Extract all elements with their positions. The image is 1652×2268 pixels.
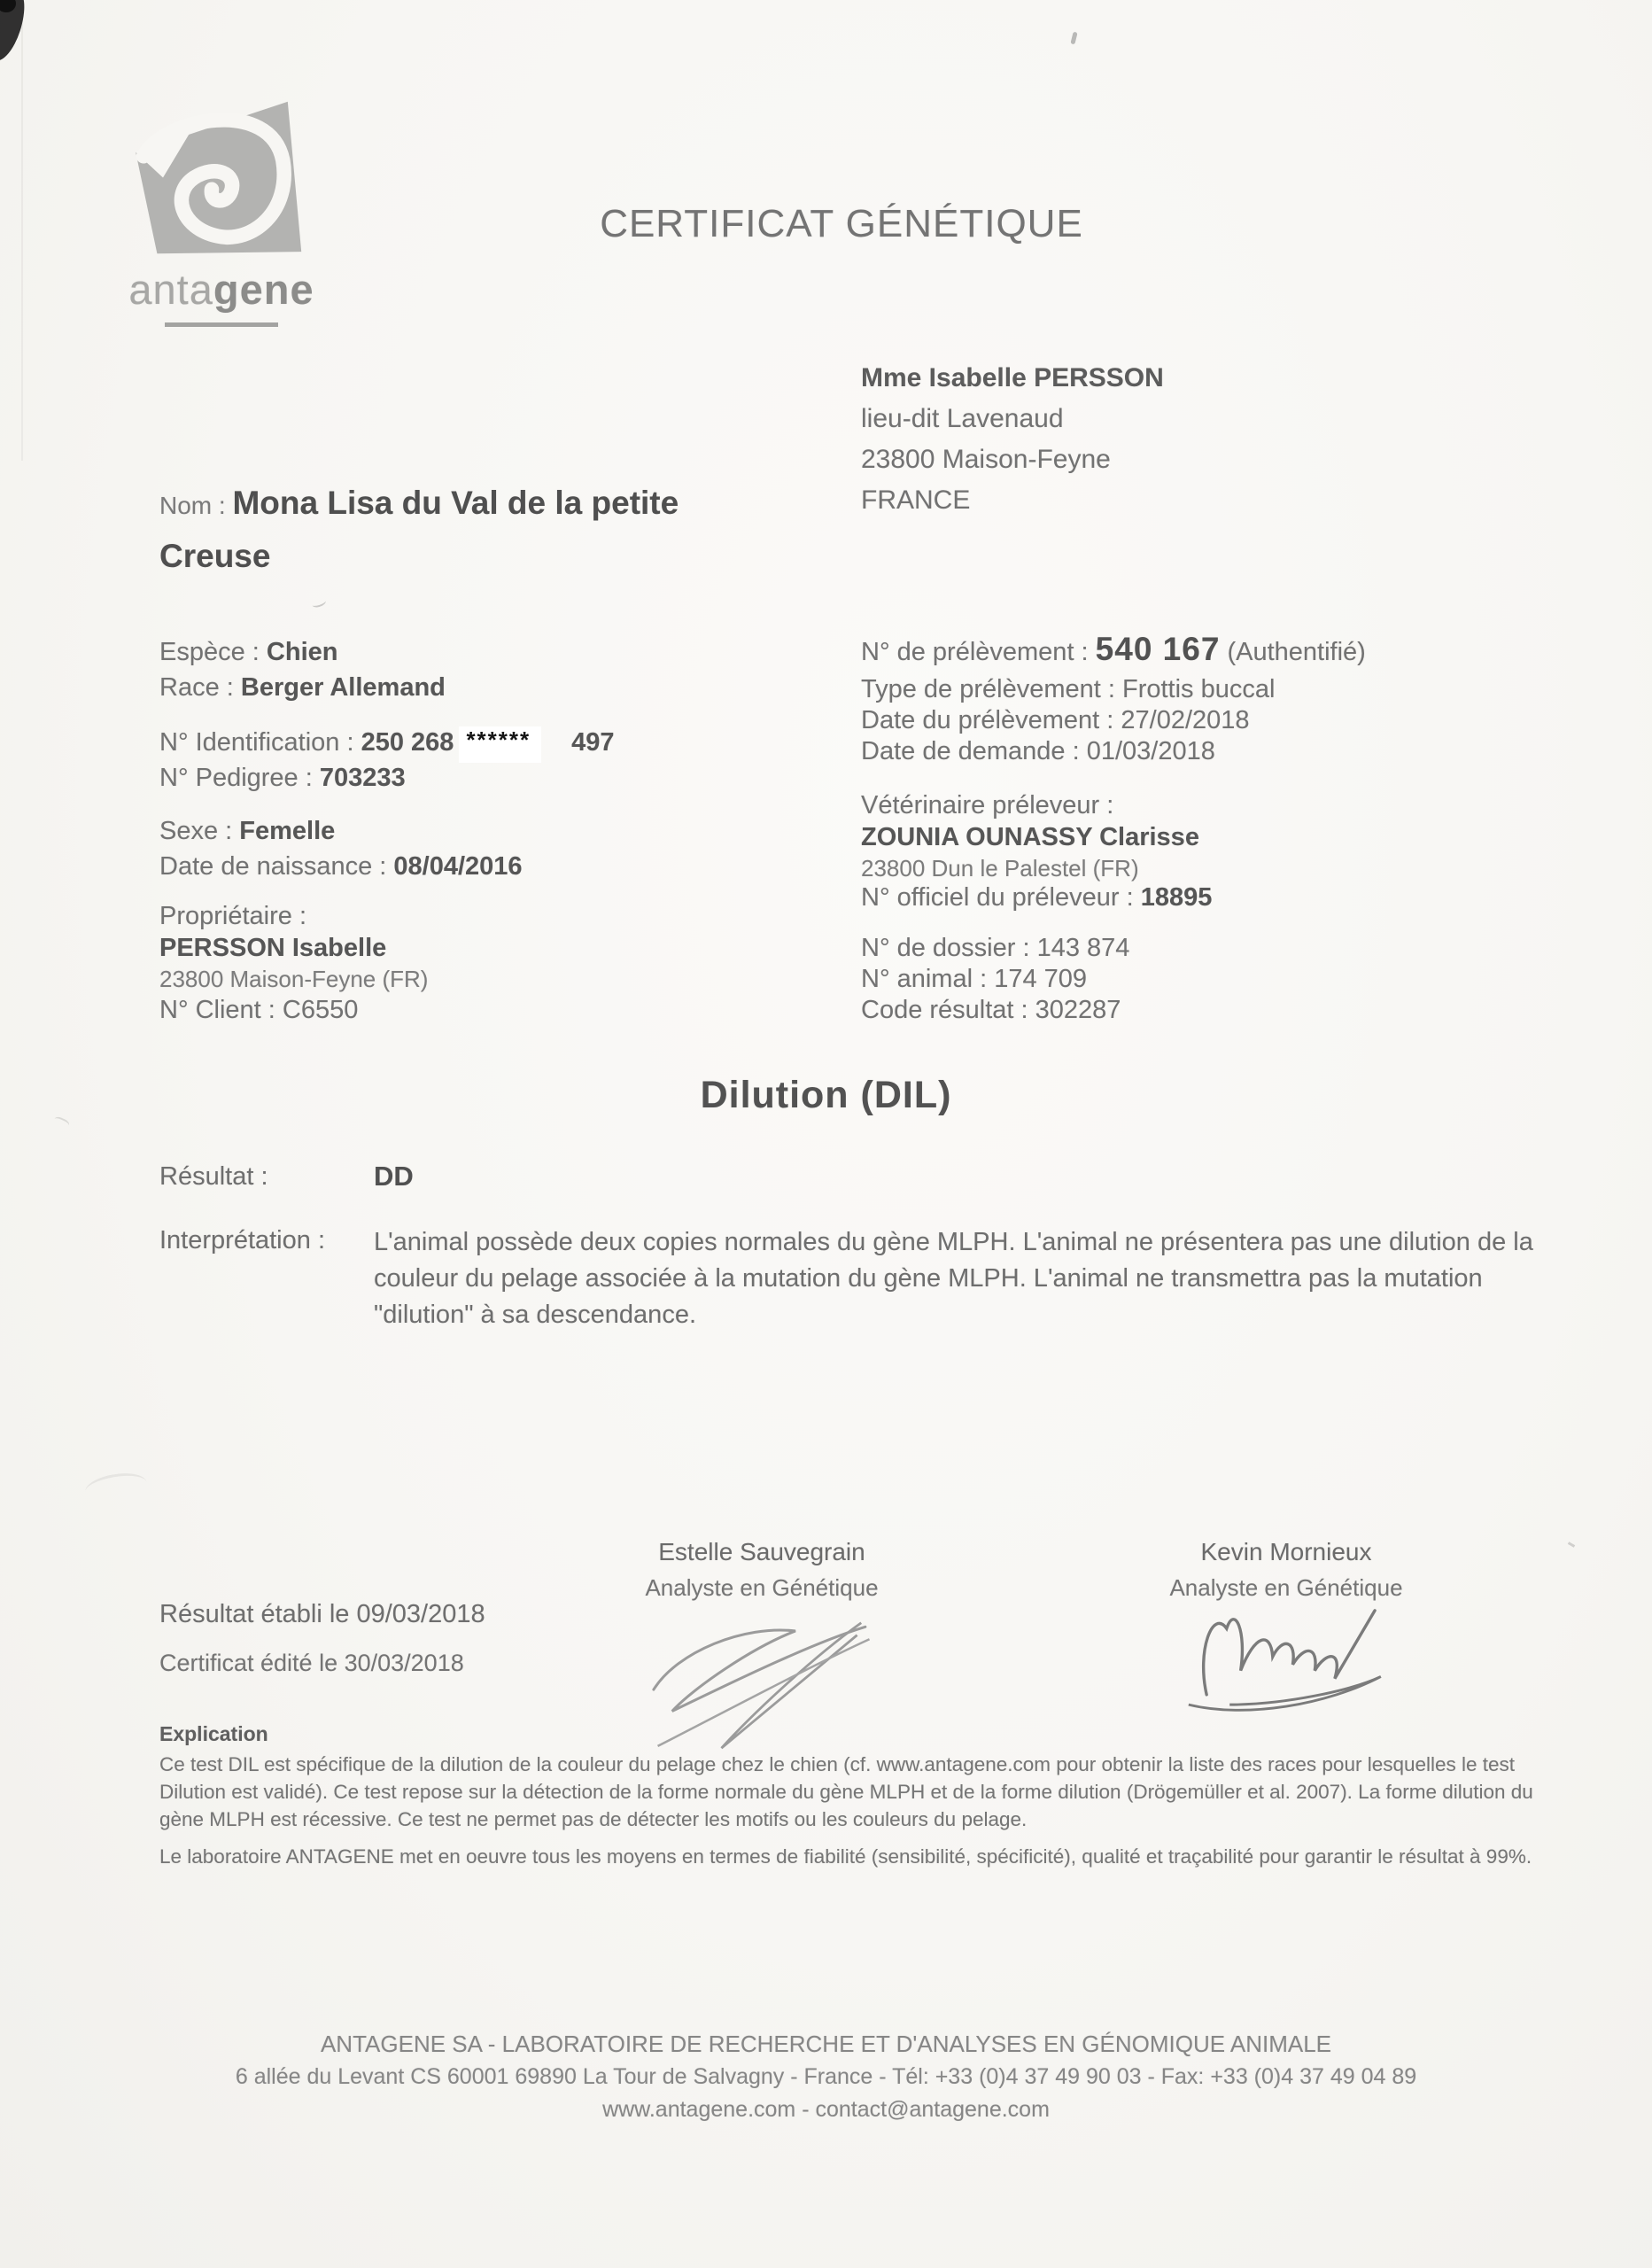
recipient-address	[861, 358, 1164, 521]
identification-redaction: ******	[459, 726, 541, 763]
explanation-body: Ce test DIL est spécifique de la dilution de la couleur du pelage chez le chien (cf. www.antagene.com pour obtenir la liste des races pour lesquelles le test Dilution est validé). Ce test repose sur la détection de la forme normale du gène MLPH et de la forme dilution (Drögemüller et al. 2007). La forme dilution du gène MLPH est récessive. Ce test ne permet pas de détecter les motifs ou les couleurs du pelage.	[159, 1753, 1533, 1830]
dossier-number-line: N° de dossier : 143 874	[861, 934, 1130, 962]
sex-line: Sexe : Femelle	[159, 817, 336, 845]
signer-left	[602, 1538, 921, 1602]
footer-contact-line: www.antagene.com - contact@antagene.com	[602, 2097, 1050, 2122]
scan-speck	[1568, 1542, 1575, 1548]
test-heading: Dilution (DIL)	[700, 1074, 952, 1116]
recipient-name: Mme Isabelle PERSSON	[861, 363, 1164, 392]
recipient-line1: lieu-dit Lavenaud	[861, 404, 1064, 433]
scan-speck	[1070, 32, 1077, 45]
antagene-swirl-icon	[124, 96, 319, 260]
result-code-line: Code résultat : 302287	[861, 996, 1121, 1024]
logo-underline	[165, 322, 278, 327]
interpretation-label: Interprétation :	[159, 1226, 325, 1254]
explanation-guarantee: Le laboratoire ANTAGENE met en oeuvre tous les moyens en termes de fiabilité (sensibilité, spécificité), qualité et traçabilité pour garantir le résultat à 99%.	[159, 1845, 1532, 1868]
sample-date-line: Date du prélèvement : 27/02/2018	[861, 706, 1250, 734]
sample-number-line: N° de prélèvement : 540 167 (Authentifié)	[861, 631, 1366, 667]
signer-left-name: Estelle Sauvegrain	[658, 1538, 865, 1565]
scan-edge-line	[21, 0, 23, 461]
signer-right-name: Kevin Mornieux	[1200, 1538, 1372, 1565]
owner-label: Propriétaire :	[159, 902, 307, 930]
scan-speck	[51, 1115, 70, 1131]
interpretation-text: L'animal possède deux copies normales du gène MLPH. L'animal ne présentera pas une dilution de la couleur du pelage associée à la mutation du gène MLPH. L'animal ne transmettra pas la mutation "dilution" à sa descendance.	[374, 1228, 1533, 1329]
animal-number-line: N° animal : 174 709	[861, 965, 1088, 993]
wordmark-anta: anta	[128, 266, 213, 313]
birthdate-line: Date de naissance : 08/04/2016	[159, 852, 523, 881]
client-number-line: N° Client : C6550	[159, 996, 359, 1024]
identification-line: N° Identification : 250 268 ****** 497	[159, 726, 615, 763]
result-label: Résultat :	[159, 1162, 268, 1191]
race-line: Race : Berger Allemand	[159, 673, 446, 702]
footer-company-line: ANTAGENE SA - LABORATOIRE DE RECHERCHE ET D'ANALYSES EN GÉNOMIQUE ANIMALE	[320, 2031, 1332, 2057]
sample-number: 540 167	[1095, 631, 1221, 667]
animal-name-block	[159, 480, 682, 586]
scan-speck	[311, 597, 327, 610]
explanation-heading: Explication	[159, 1722, 268, 1745]
animal-name-value: Mona Lisa du Val de la petite Creuse	[159, 485, 679, 574]
antagene-wordmark	[124, 265, 319, 314]
footer	[0, 2027, 1652, 2126]
vet-number-line: N° officiel du préleveur : 18895	[861, 883, 1213, 912]
owner-name: PERSSON Isabelle	[159, 934, 387, 962]
antagene-logo	[124, 96, 319, 327]
owner-city: 23800 Maison-Feyne (FR)	[159, 966, 429, 992]
certificate-edited-date: Certificat édité le 30/03/2018	[159, 1650, 464, 1676]
result-established-date: Résultat établi le 09/03/2018	[159, 1600, 485, 1628]
species-line: Espèce : Chien	[159, 638, 338, 666]
signature-left-icon	[641, 1602, 898, 1757]
signer-right-title: Analyste en Génétique	[1169, 1574, 1403, 1601]
result-value: DD	[374, 1161, 414, 1192]
animal-name-label: Nom :	[159, 492, 233, 519]
page-title: CERTIFICAT GÉNÉTIQUE	[600, 202, 1083, 245]
sample-type-line: Type de prélèvement : Frottis buccal	[861, 675, 1276, 703]
footer-address-line: 6 allée du Levant CS 60001 69890 La Tour de Salvagny - France - Tél: +33 (0)4 37 49 90 03 - Fax: +33 (0)4 37 49 04 89	[235, 2064, 1417, 2089]
pedigree-line: N° Pedigree : 703233	[159, 764, 406, 792]
recipient-line3: FRANCE	[861, 485, 971, 515]
vet-name: ZOUNIA OUNASSY Clarisse	[861, 823, 1199, 851]
recipient-line2: 23800 Maison-Feyne	[861, 445, 1111, 474]
vet-city: 23800 Dun le Palestel (FR)	[861, 855, 1139, 882]
request-date-line: Date de demande : 01/03/2018	[861, 737, 1215, 765]
signer-left-title: Analyste en Génétique	[645, 1574, 879, 1601]
vet-label: Vétérinaire préleveur :	[861, 791, 1114, 819]
scan-speck	[83, 1470, 149, 1505]
wordmark-gene: gene	[213, 266, 314, 313]
signature-right-icon	[1175, 1591, 1405, 1724]
